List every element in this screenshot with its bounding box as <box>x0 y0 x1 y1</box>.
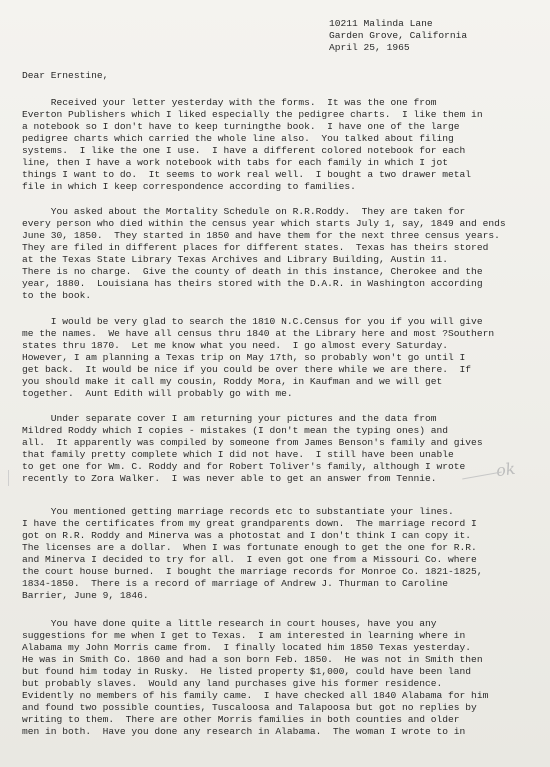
text-line: pedigree charts which carried the whole line also. You talked about filing <box>22 133 454 144</box>
text-line: me the names. We have all census thru 1840 at the Library here and most ?Southern <box>22 328 495 339</box>
text-line: suggestions for me when I get to Texas. I am interested in learning where in <box>22 630 466 641</box>
text-line: You mentioned getting marriage records etc to substantiate your lines. <box>22 506 454 517</box>
text-line: that family pretty complete which I did not have. I still have been unable <box>22 449 454 460</box>
text-line: you should make it call my cousin, Roddy Mora, in Kaufman and we will get <box>22 376 443 387</box>
text-line: writing to them. There are other Morris families in both counties and older <box>22 714 460 725</box>
text-line: You have done quite a little research in court houses, have you any <box>22 618 437 629</box>
text-line: Mildred Roddy which I copies - mistakes (I don't mean the typing ones) and <box>22 425 449 436</box>
text-line: and Minerva I decided to try for all. I even got one from a Missouri Co. where <box>22 554 477 565</box>
text-line: The licenses are a dollar. When I was fortunate enough to get the one for R.R. <box>22 542 477 553</box>
text-line: the court house burned. I bought the marriage records for Monroe Co. 1821-1825, <box>22 566 483 577</box>
address-city: Garden Grove, California <box>329 30 468 41</box>
pencil-bracket <box>8 470 15 486</box>
text-line: but probably slaves. Would any land purchases give his former residence. <box>22 678 443 689</box>
text-line: to get one for Wm. C. Roddy and for Robert Toliver's family, although I wrote <box>22 461 466 472</box>
text-line: Received your letter yesterday with the forms. It was the one from <box>22 97 437 108</box>
text-line: There is no charge. Give the county of death in this instance, Cherokee and the <box>22 266 483 277</box>
text-line: However, I am planning a Texas trip on May 17th, so probably won't go until I <box>22 352 466 363</box>
text-line: got on R.R. Roddy and Minerva was a photostat and I don't think I can copy it. <box>22 530 472 541</box>
text-line: 1834-1850. There is a record of marriage of Andrew J. Thurman to Caroline <box>22 578 449 589</box>
text-line: all. It apparently was compiled by someone from James Benson's family and gives <box>22 437 483 448</box>
text-line: to the book. <box>22 290 92 301</box>
text-line: at the Texas State Library Texas Archives and Library Building, Austin 11. <box>22 254 449 265</box>
text-line: recently to Zora Walker. I was never able to get an answer from Tennie. <box>22 473 437 484</box>
text-line: Everton Publishers which I liked especially the pedigree charts. I like them in <box>22 109 483 120</box>
text-line: Barrier, June 9, 1846. <box>22 590 149 601</box>
text-line: I have the certificates from my great grandparents down. The marriage record I <box>22 518 477 529</box>
text-line: He was in Smith Co. 1860 and had a son born Feb. 1850. He was not in Smith then <box>22 654 483 665</box>
text-line: get back. It would be nice if you could be over there while we are there. If <box>22 364 472 375</box>
text-line: year, 1880. Louisiana has theirs stored with the D.A.R. in Washington according <box>22 278 483 289</box>
letter-date: April 25, 1965 <box>329 42 410 53</box>
text-line: Alabama my John Morris came from. I finally located him 1850 Texas yesterday. <box>22 642 472 653</box>
text-line: systems. I like the one I use. I have a different colored notebook for each <box>22 145 466 156</box>
text-line: but found him today in Rusky. He listed property $1,000, could have been land <box>22 666 472 677</box>
text-line: You asked about the Mortality Schedule on R.R.Roddy. They are taken for <box>22 206 466 217</box>
text-line: Under separate cover I am returning your pictures and the data from <box>22 413 437 424</box>
text-line: states thru 1870. Let me know what you need. I go almost every Saturday. <box>22 340 449 351</box>
text-line: together. Aunt Edith will probably go with me. <box>22 388 293 399</box>
text-line: line, then I have a work notebook with tabs for each family in which I jot <box>22 157 449 168</box>
address-street: 10211 Malinda Lane <box>329 18 433 29</box>
text-line: They are filed in different places for different states. Texas has theirs stored <box>22 242 489 253</box>
text-line: men in both. Have you done any research in Alabama. The woman I wrote to in <box>22 726 466 737</box>
pencil-ok-mark: ok <box>494 458 517 481</box>
text-line: June 30, 1850. They started in 1850 and have them for the next three census years. <box>22 230 500 241</box>
text-line: and found two possible counties, Tuscaloosa and Talapoosa but got no replies by <box>22 702 477 713</box>
text-line: Evidently no members of his family came. I have checked all 1840 Alabama for him <box>22 690 489 701</box>
text-line: every person who died within the census year which starts July 1, say, 1849 and ends <box>22 218 506 229</box>
salutation: Dear Ernestine, <box>22 70 109 81</box>
text-line: a notebook so I don't have to keep turningthe book. I have one of the large <box>22 121 460 132</box>
text-line: I would be very glad to search the 1810 N.C.Census for you if you will give <box>22 316 483 327</box>
text-line: things I want to do. It seems to work real well. I bought a two drawer metal <box>22 169 472 180</box>
text-line: file in which I keep correspondence according to families. <box>22 181 356 192</box>
